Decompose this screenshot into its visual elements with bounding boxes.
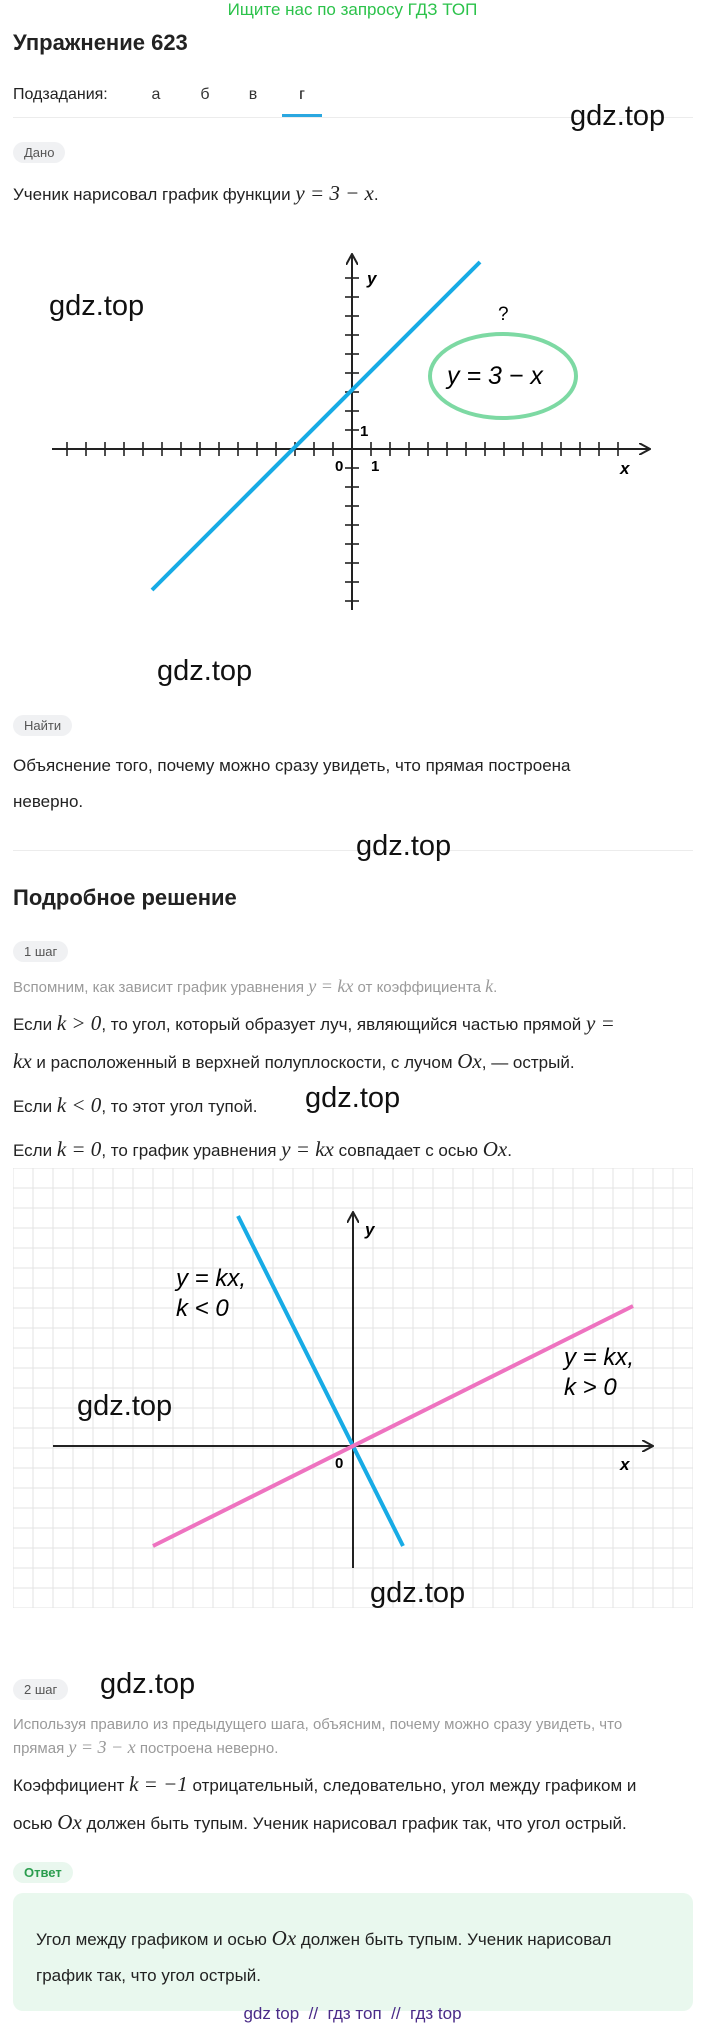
origin-label: 0 <box>335 458 344 475</box>
step2-explanation: Коэффициент k = −1 отрицательный, следовательно, угол между графиком и осью Ox должен быть тупым. Ученик нарисовал график так, что угол острый. <box>13 1772 637 1834</box>
find-text: Объяснение того, почему можно сразу увидеть, что прямая построена неверно. <box>13 756 571 811</box>
page-title: Упражнение 623 <box>13 30 188 55</box>
watermark: gdz.top <box>305 1082 401 1114</box>
student-line <box>152 262 480 590</box>
subtask-tab-b[interactable]: б <box>200 86 210 103</box>
answer-text: Угол между графиком и осью Ox должен быть тупым. Ученик нарисовал график так, что угол острый. <box>36 1926 612 1985</box>
watermark: gdz.top <box>570 100 666 132</box>
footer-links[interactable]: gdz top // гдз топ // гдз top <box>243 2004 462 2023</box>
line-negative-slope <box>238 1216 403 1546</box>
unit-y-label: 1 <box>360 423 369 440</box>
watermark: gdz.top <box>49 290 145 322</box>
subtask-tab-v[interactable]: в <box>248 86 258 103</box>
unit-x-label: 1 <box>371 458 380 475</box>
question-mark: ? <box>498 304 509 325</box>
watermark: gdz.top <box>356 830 452 862</box>
answer-badge: Ответ <box>13 1862 73 1883</box>
negative-line-formula: y = kx, <box>176 1265 247 1292</box>
ellipse-formula: y = 3 − x <box>447 362 543 390</box>
x-axis-label: x <box>620 459 630 478</box>
watermark: gdz.top <box>100 1668 196 1700</box>
subtask-tab-a[interactable]: а <box>151 86 161 103</box>
step2-badge: 2 шаг <box>13 1679 68 1700</box>
watermark: gdz.top <box>77 1390 173 1422</box>
positive-line-formula: y = kx, <box>564 1344 635 1371</box>
promo-banner[interactable]: Ищите нас по запросу ГДЗ ТОП <box>227 0 478 19</box>
step2-intro: Используя правило из предыдущего шага, объясним, почему можно сразу увидеть, что прямая y = 3 − x построена неверно. <box>13 1716 623 1757</box>
origin-label: 0 <box>335 1455 344 1472</box>
formula: y = 3 − x <box>295 181 374 205</box>
find-badge: Найти <box>13 715 72 736</box>
step1-badge: 1 шаг <box>13 941 68 962</box>
positive-line-condition: k > 0 <box>564 1374 617 1401</box>
solution-title: Подробное решение <box>13 885 237 910</box>
subtask-tab-g-active[interactable]: г <box>299 86 305 103</box>
x-axis-label: x <box>620 1455 630 1474</box>
negative-line-condition: k < 0 <box>176 1295 229 1322</box>
graph-slope-comparison <box>13 1168 693 1608</box>
watermark: gdz.top <box>370 1577 466 1609</box>
y-axis-label: y <box>365 1220 375 1239</box>
step1-intro: Вспомним, как зависит график уравнения y = kx от коэффициента k. <box>13 976 498 996</box>
watermark: gdz.top <box>157 655 253 687</box>
y-axis-label: y <box>367 269 377 288</box>
divider <box>13 850 693 851</box>
subtasks-label: Подзадания: <box>13 86 108 103</box>
step1-rule-zero: Если k = 0, то график уравнения y = kx совпадает с осью Ox. <box>13 1137 512 1161</box>
given-badge: Дано <box>13 142 65 163</box>
given-text: Ученик нарисовал график функции y = 3 − x. <box>13 181 379 205</box>
step1-rule-negative: Если k < 0, то этот угол тупой. <box>13 1093 258 1117</box>
step1-rule-positive: Если k > 0, то угол, который образует луч, являющийся частью прямой y = kx и расположенный в верхней полуплоскости, с лучом Ox, — острый. <box>13 1011 615 1073</box>
